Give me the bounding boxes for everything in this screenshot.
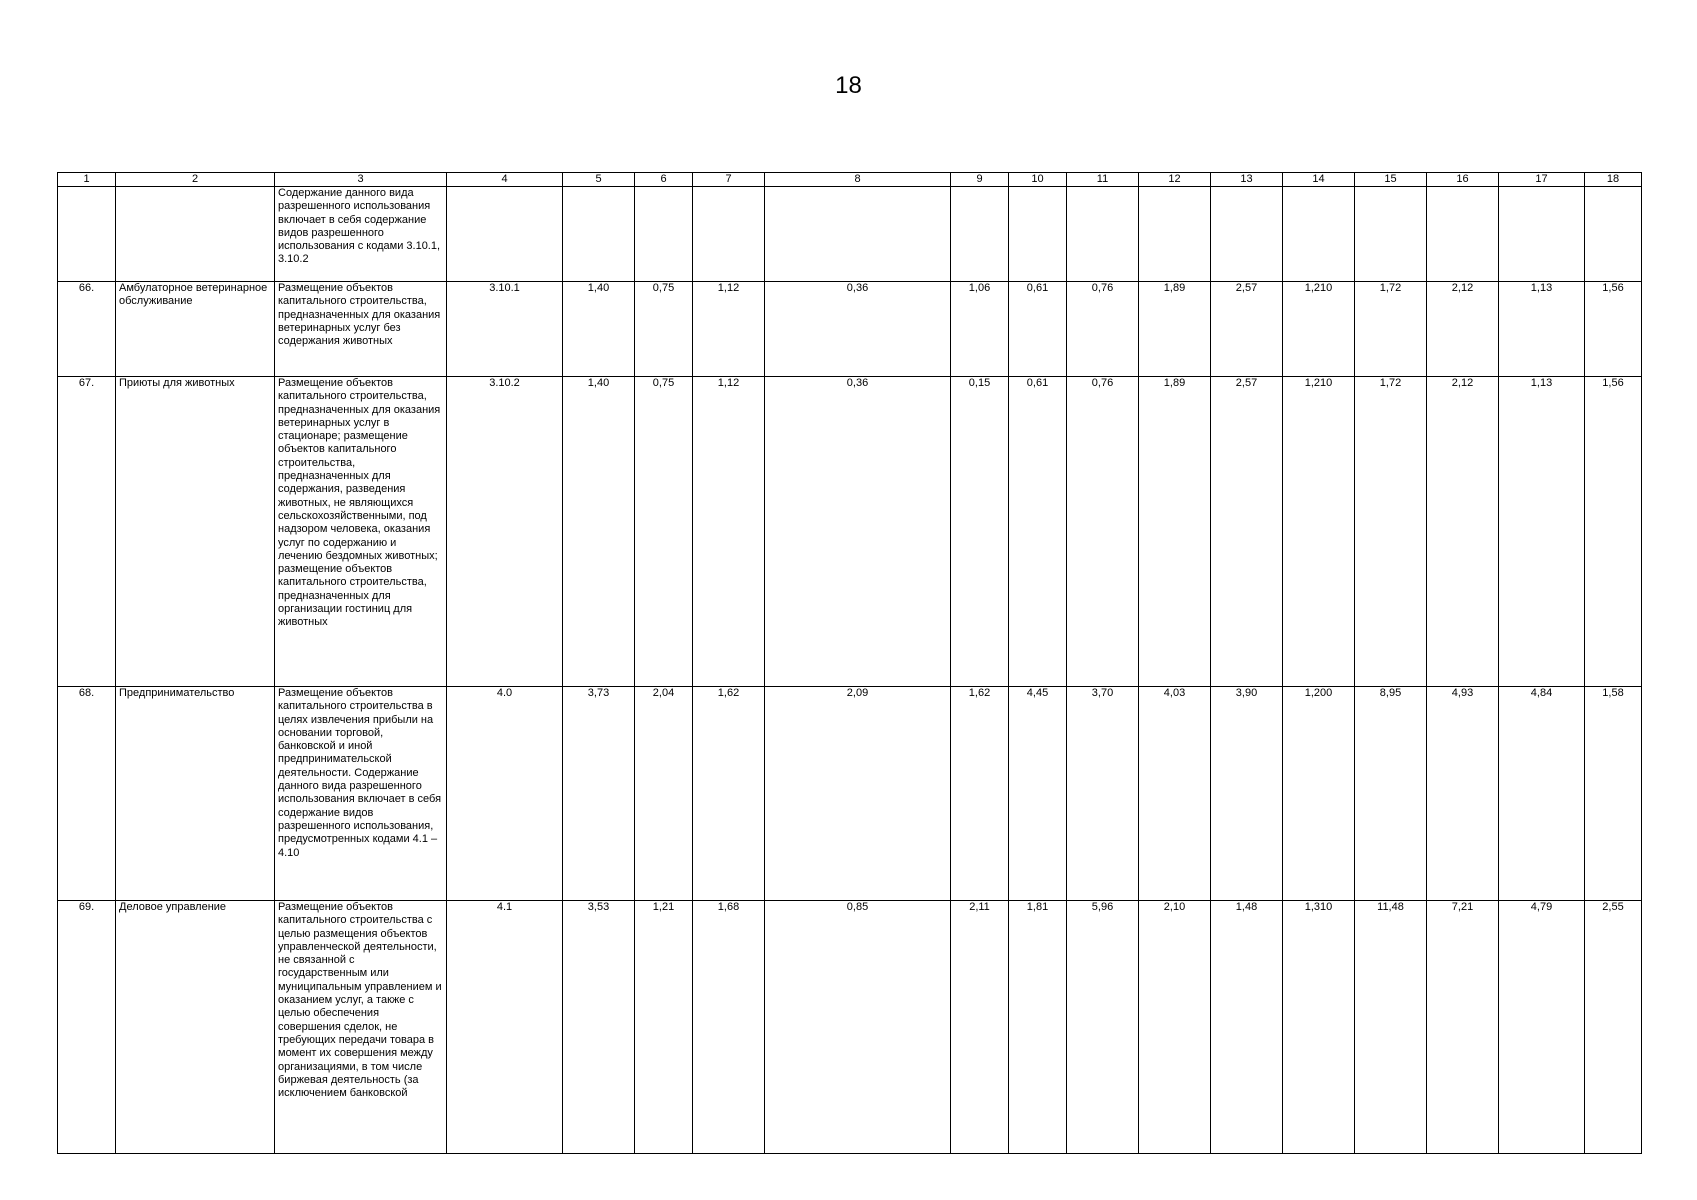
column-header: 6 [635,173,693,187]
column-header: 1 [58,173,116,187]
data-table [57,172,1642,1154]
table-row [58,901,1642,1154]
cell-value: 1,68 [693,901,765,1154]
cell-code [447,187,563,282]
cell-value: 1,48 [1211,901,1283,1154]
cell-value: 4,93 [1427,687,1499,901]
cell-index: 67. [58,377,116,687]
cell-index [58,187,116,282]
cell-value: 0,76 [1067,377,1139,687]
column-header: 12 [1139,173,1211,187]
cell-index: 69. [58,901,116,1154]
column-header: 2 [116,173,275,187]
cell-value: 5,96 [1067,901,1139,1154]
cell-value: 4,45 [1009,687,1067,901]
cell-value: 0,76 [1067,282,1139,377]
cell-value [1139,187,1211,282]
cell-value [693,187,765,282]
cell-value: 1,81 [1009,901,1067,1154]
cell-value: 0,85 [765,901,951,1154]
cell-value: 2,12 [1427,377,1499,687]
cell-value: 1,56 [1585,282,1642,377]
cell-value [1499,187,1585,282]
column-header: 16 [1427,173,1499,187]
cell-value: 2,09 [765,687,951,901]
cell-name: Амбулаторное ветеринарное обслуживание [116,282,275,377]
column-header: 8 [765,173,951,187]
column-header: 9 [951,173,1009,187]
cell-description: Размещение объектов капитального строительства, предназначенных для оказания ветеринарных услуг без содержания животных [275,282,447,377]
cell-value: 1,72 [1355,282,1427,377]
cell-value: 8,95 [1355,687,1427,901]
cell-value: 3,73 [563,687,635,901]
cell-value: 1,210 [1283,377,1355,687]
cell-value: 0,75 [635,377,693,687]
cell-value: 1,13 [1499,377,1585,687]
cell-value: 1,310 [1283,901,1355,1154]
cell-value: 2,04 [635,687,693,901]
cell-name: Деловое управление [116,901,275,1154]
cell-value: 2,57 [1211,282,1283,377]
cell-value [951,187,1009,282]
column-header: 17 [1499,173,1585,187]
table-row [58,377,1642,687]
cell-name: Приюты для животных [116,377,275,687]
cell-value: 1,89 [1139,282,1211,377]
cell-description: Размещение объектов капитального строительства, предназначенных для оказания ветеринарных услуг в стационаре; размещение объектов капитального строительства, предназначенных для содержания, разведения животных, не являющихся сельскохозяйственными, под надзором человека, оказания услуг по содержанию и лечению бездомных животных; размещение объектов капитального строительства, предназначенных для организации гостиниц для животных [275,377,447,687]
cell-value: 0,75 [635,282,693,377]
column-header: 18 [1585,173,1642,187]
cell-value [1427,187,1499,282]
column-header: 14 [1283,173,1355,187]
table-row-continuation [58,187,1642,282]
cell-value: 0,61 [1009,377,1067,687]
cell-value [1585,187,1642,282]
cell-value: 1,13 [1499,282,1585,377]
cell-value: 3,53 [563,901,635,1154]
cell-value: 4,84 [1499,687,1585,901]
cell-value [765,187,951,282]
cell-value: 1,12 [693,282,765,377]
cell-value: 1,210 [1283,282,1355,377]
cell-value: 2,55 [1585,901,1642,1154]
table-row [58,282,1642,377]
cell-value: 0,15 [951,377,1009,687]
column-header: 3 [275,173,447,187]
cell-value: 1,58 [1585,687,1642,901]
cell-value: 0,36 [765,282,951,377]
cell-value: 1,72 [1355,377,1427,687]
cell-value [1067,187,1139,282]
cell-description: Содержание данного вида разрешенного использования включает в себя содержание видов разрешенного использования с кодами 3.10.1, 3.10.2 [275,187,447,282]
column-header: 11 [1067,173,1139,187]
cell-value: 3,90 [1211,687,1283,901]
column-header: 15 [1355,173,1427,187]
table-row [58,687,1642,901]
cell-description: Размещение объектов капитального строительства с целью размещения объектов управленческой деятельности, не связанной с государственным или муниципальным управлением и оказанием услуг, а также с целью обеспечения совершения сделок, не требующих передачи товара в момент их совершения между организациями, в том числе биржевая деятельность (за исключением банковской [275,901,447,1154]
cell-value: 1,06 [951,282,1009,377]
cell-index: 66. [58,282,116,377]
column-header: 10 [1009,173,1067,187]
cell-code: 4.0 [447,687,563,901]
cell-code: 3.10.1 [447,282,563,377]
cell-code: 4.1 [447,901,563,1154]
cell-value: 2,57 [1211,377,1283,687]
cell-value [635,187,693,282]
cell-value: 0,61 [1009,282,1067,377]
cell-value: 11,48 [1355,901,1427,1154]
header-row [58,173,1642,187]
cell-value: 7,21 [1427,901,1499,1154]
column-header: 7 [693,173,765,187]
cell-value: 1,62 [693,687,765,901]
cell-value [563,187,635,282]
cell-value: 1,56 [1585,377,1642,687]
cell-code: 3.10.2 [447,377,563,687]
cell-value [1211,187,1283,282]
cell-value: 1,200 [1283,687,1355,901]
column-header: 5 [563,173,635,187]
cell-index: 68. [58,687,116,901]
cell-value: 4,03 [1139,687,1211,901]
cell-value: 0,36 [765,377,951,687]
cell-name: Предпринимательство [116,687,275,901]
cell-value: 4,79 [1499,901,1585,1154]
cell-value: 2,12 [1427,282,1499,377]
cell-value: 2,11 [951,901,1009,1154]
cell-value: 3,70 [1067,687,1139,901]
column-header: 4 [447,173,563,187]
cell-value: 1,40 [563,282,635,377]
cell-description: Размещение объектов капитального строительства в целях извлечения прибыли на основании торговой, банковской и иной предпринимательской деятельности. Содержание данного вида разрешенного использования включает в себя содержание видов разрешенного использования, предусмотренных кодами 4.1 – 4.10 [275,687,447,901]
page-number: 18 [835,72,862,99]
cell-value: 2,10 [1139,901,1211,1154]
cell-value: 1,12 [693,377,765,687]
cell-value: 1,62 [951,687,1009,901]
column-header: 13 [1211,173,1283,187]
cell-value [1009,187,1067,282]
cell-value [1283,187,1355,282]
cell-value: 1,40 [563,377,635,687]
cell-value [1355,187,1427,282]
cell-value: 1,89 [1139,377,1211,687]
cell-name [116,187,275,282]
cell-value: 1,21 [635,901,693,1154]
